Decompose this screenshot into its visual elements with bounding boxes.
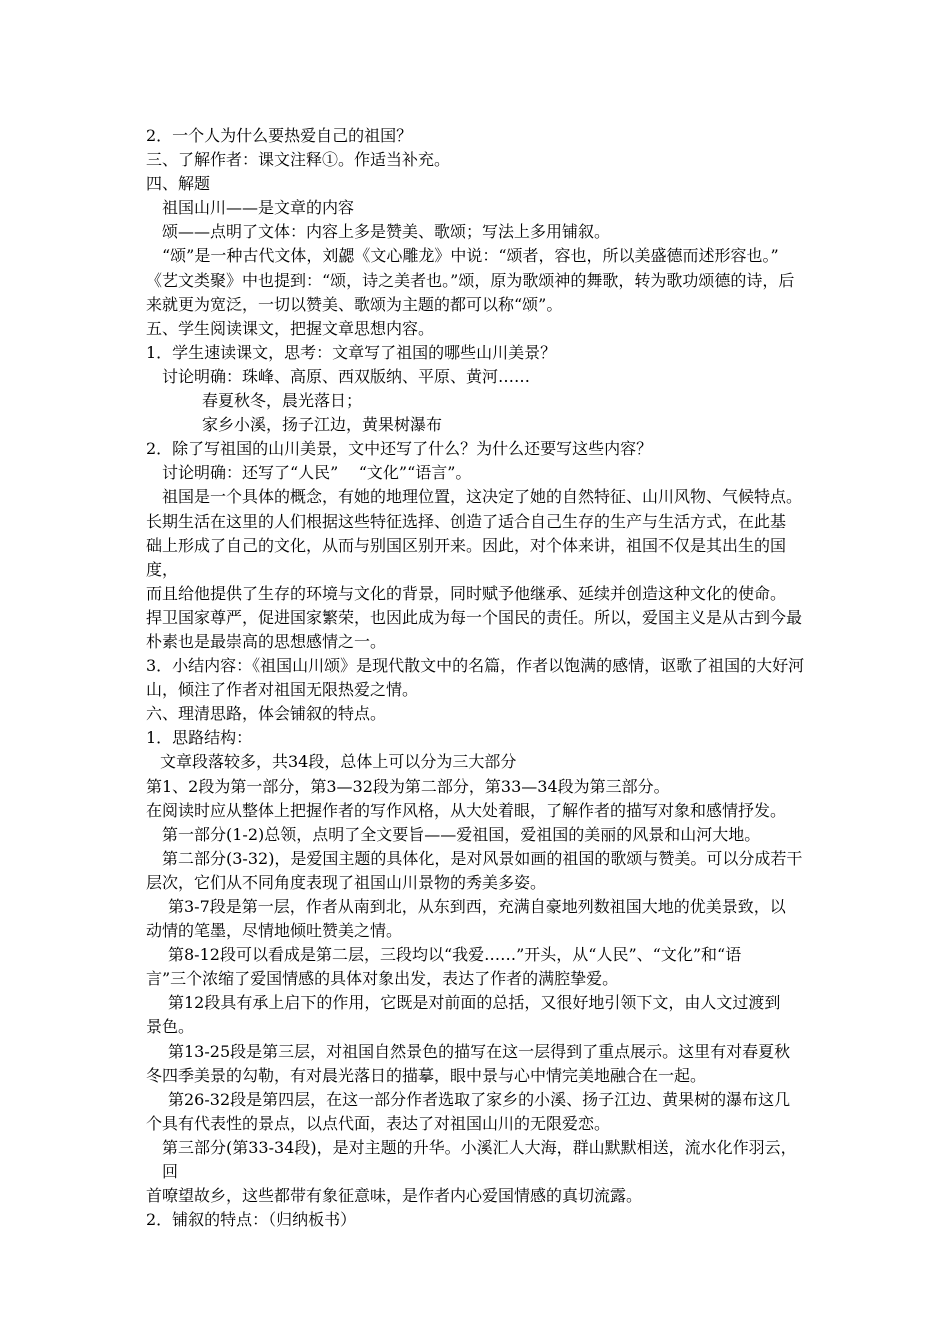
text-line: 景色。 <box>146 1017 195 1037</box>
text-line: 在阅读时应从整体上把握作者的写作风格，从大处着眼，了解作者的描写对象和感情抒发。 <box>146 800 787 820</box>
text-line: 础上形成了自己的文化，从而与别国区别开来。因此，对个体来讲，祖国不仅是其出生的国度， <box>146 535 787 579</box>
text-line: 动情的笔墨，尽情地倾吐赞美之情。 <box>146 921 403 941</box>
text-line: 冬四季美景的勾勒，有对晨光落日的描摹，眼中景与心中情完美地融合在一起。 <box>146 1065 707 1085</box>
text-line: 春夏秋冬，晨光落日； <box>202 391 363 411</box>
section-heading: 五、学生阅读课文，把握文章思想内容。 <box>146 318 435 338</box>
text-line: 祖国是一个具体的概念，有她的地理位置，这决定了她的自然特征、山川风物、气候特点。 <box>162 487 803 507</box>
text-line: 捍卫国家尊严，促进国家繁荣，也因此成为每一个国民的责任。所以，爱国主义是从古到今最 <box>146 607 803 627</box>
text-line: 2．除了写祖国的山川美景，文中还写了什么？为什么还要写这些内容？ <box>146 439 653 459</box>
text-line: 第三部分(第33-34段)，是对主题的升华。小溪汇人大海，群山默默相送，流水化作羽云，回 <box>162 1137 797 1182</box>
text-line: 第1、2段为第一部分，第3—32段为第二部分，第33—34段为第三部分。 <box>146 776 670 796</box>
text-line: 第13-25段是第三层，对祖国自然景色的描写在这一层得到了重点展示。这里有对春夏秋 <box>168 1041 791 1061</box>
text-line: 家乡小溪，扬子江边，黄果树瀑布 <box>202 415 443 435</box>
text-line: 第12段具有承上启下的作用，它既是对前面的总括，又很好地引领下文，由人文过渡到 <box>168 993 781 1013</box>
text-line: 第8-12段可以看成是第二层，三段均以“我爱……”开头，从“人民”、“文化”和“语 <box>168 945 742 965</box>
text-line: 颂——点明了文体：内容上多是赞美、歌颂；写法上多用铺叙。 <box>162 222 611 242</box>
text-line: 第二部分(3-32)，是爱国主题的具体化，是对风景如画的祖国的歌颂与赞美。可以分成若干 <box>162 848 803 868</box>
section-heading: 六、理清思路，体会铺叙的特点。 <box>146 704 387 724</box>
section-heading: 四、解题 <box>146 174 211 194</box>
text-line: 1．学生速读课文，思考：文章写了祖国的哪些山川美景？ <box>146 342 557 362</box>
text-line: 第3-7段是第一层，作者从南到北，从东到西，充满自豪地列数祖国大地的优美景致，以 <box>168 897 786 916</box>
text-line: 山，倾注了作者对祖国无限热爱之情。 <box>146 680 419 700</box>
text-line: 层次，它们从不同角度表现了祖国山川景物的秀美多姿。 <box>146 872 547 892</box>
text-line: 祖国山川——是文章的内容 <box>162 198 355 218</box>
text-line: 1．思路结构： <box>146 728 253 748</box>
text-line: 朴素也是最崇高的思想感情之一。 <box>146 631 387 651</box>
text-line: 首嘹望故乡，这些都带有象征意味，是作者内心爱国情感的真切流露。 <box>146 1186 643 1206</box>
text-line: 第一部分(1-2)总领，点明了全文要旨——爱祖国，爱祖国的美丽的风景和山河大地。 <box>162 824 761 844</box>
text-line: 讨论明确：还写了“人民” “文化”“语言”。 <box>162 463 472 483</box>
text-line: 言”三个浓缩了爱国情感的具体对象出发，表达了作者的满腔挚爱。 <box>146 969 619 989</box>
section-heading: 三、了解作者：课文注释①。作适当补充。 <box>146 150 451 170</box>
text-line: 第26-32段是第四层，在这一部分作者选取了家乡的小溪、扬子江边、黄果树的瀑布这几 <box>168 1089 791 1109</box>
text-line: 讨论明确：珠峰、高原、西双版纳、平原、黄河…… <box>162 366 531 386</box>
text-line: 2．铺叙的特点：（归纳板书） <box>146 1210 357 1230</box>
text-line: 文章段落较多，共34段，总体上可以分为三大部分 <box>160 752 517 772</box>
text-line: 3．小结内容：《祖国山川颂》是现代散文中的名篇，作者以饱满的感情，讴歌了祖国的大好河 <box>146 656 805 676</box>
text-line: “颂”是一种古代文体，刘勰《文心雕龙》中说：“颂者，容也，所以美盛德而述形容也。” <box>162 246 779 266</box>
text-line: 来就更为宽泛，一切以赞美、歌颂为主题的都可以称“颂”。 <box>146 294 563 314</box>
text-line: 个具有代表性的景点，以点代面，表达了对祖国山川的无限爱恋。 <box>146 1113 611 1133</box>
text-line: 《艺文类聚》中也提到：“颂，诗之美者也。”颂，原为歌颂神的舞歌，转为歌功颂德的诗，后 <box>146 270 795 290</box>
text-line: 长期生活在这里的人们根据这些特征选择、创造了适合自己生存的生产与生活方式，在此基 <box>146 511 787 531</box>
text-line: 2．一个人为什么要热爱自己的祖国？ <box>146 126 413 145</box>
text-line: 而且给他提供了生存的环境与文化的背景，同时赋予他继承、延续并创造这种文化的使命。 <box>146 583 787 603</box>
